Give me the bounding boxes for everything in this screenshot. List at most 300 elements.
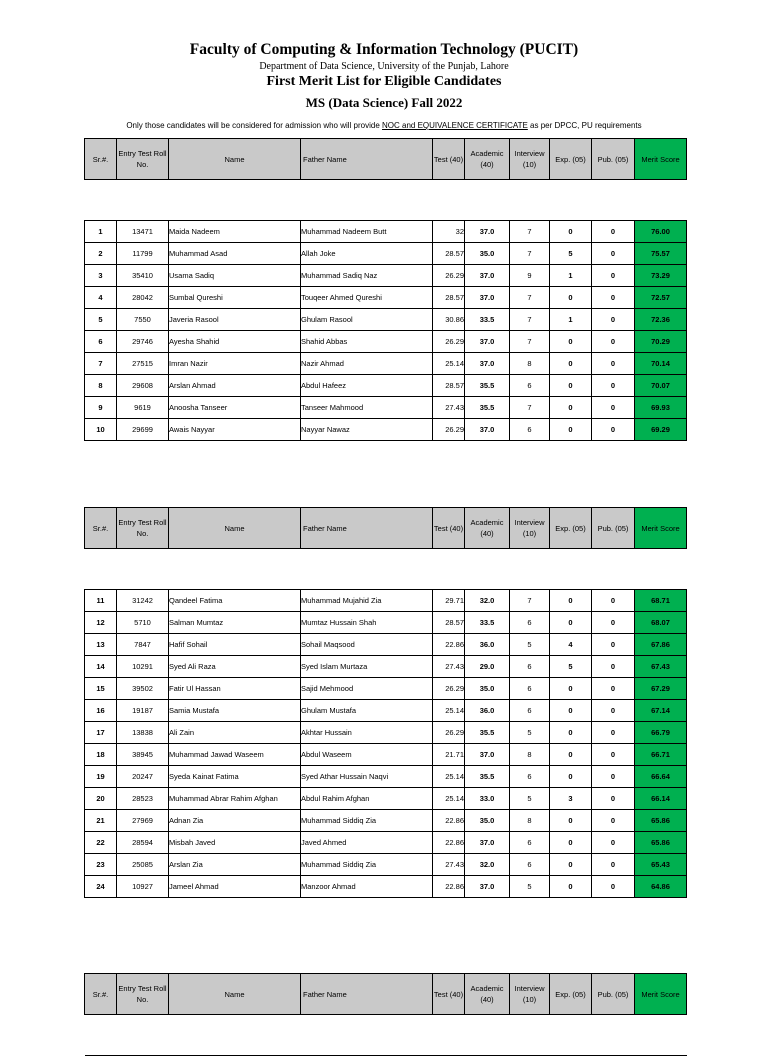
cell-pub: 0 [592,744,635,766]
cell-merit: 64.86 [635,876,687,898]
col-interview: Interview (10) [510,508,550,549]
col-name: Name [169,139,301,180]
cell-sr: 18 [85,744,117,766]
col-academic: Academic (40) [465,974,510,1015]
cell-name: Muhammad Jawad Waseem [169,744,301,766]
table-row [85,309,687,331]
table-row [85,854,687,876]
cell-father: Abdul Rahim Afghan [301,788,433,810]
cell-sr: 22 [85,832,117,854]
note-text: Only those candidates will be considered for admission who will provide [126,121,383,130]
cell-test: 28.57 [433,375,465,397]
col-roll: Entry Test Roll No. [117,508,169,549]
cell-academic: 32.0 [465,854,510,876]
cell-roll: 29699 [117,419,169,441]
cell-roll: 31242 [117,590,169,612]
cell-father: Manzoor Ahmad [301,876,433,898]
cell-sr: 1 [85,221,117,243]
cell-roll: 10927 [117,876,169,898]
table-row [85,590,687,612]
cell-exp: 0 [550,375,592,397]
cell-academic: 35.5 [465,375,510,397]
col-test: Test (40) [433,974,465,1015]
cell-roll: 5710 [117,612,169,634]
cell-sr: 16 [85,700,117,722]
cell-interview: 7 [510,397,550,419]
table-row [85,287,687,309]
cell-roll: 29608 [117,375,169,397]
cell-interview: 7 [510,221,550,243]
merit-table-3 [84,973,687,1056]
cell-roll: 38945 [117,744,169,766]
merit-table-1 [84,138,687,441]
cell-father: Muhammad Siddiq Zia [301,810,433,832]
table-row [85,700,687,722]
cell-interview: 8 [510,744,550,766]
cell-interview: 9 [510,265,550,287]
cell-test: 26.29 [433,722,465,744]
cell-father: Muhammad Nadeem Butt [301,221,433,243]
col-roll: Entry Test Roll No. [117,139,169,180]
cell-sr: 23 [85,854,117,876]
cell-sr: 14 [85,656,117,678]
cell-exp: 0 [550,353,592,375]
cell-roll: 35410 [117,265,169,287]
cell-name: Hafif Sohail [169,634,301,656]
cell-interview: 6 [510,832,550,854]
admission-note [0,121,768,130]
cell-interview: 6 [510,375,550,397]
cell-interview: 6 [510,766,550,788]
faculty-title: Faculty of Computing & Information Technology (PUCIT) [189,41,579,58]
cell-sr: 12 [85,612,117,634]
table-row [85,832,687,854]
cell-name: Awais Nayyar [169,419,301,441]
cell-pub: 0 [592,634,635,656]
cell-roll: 9619 [117,397,169,419]
cell-merit: 68.71 [635,590,687,612]
cell-interview: 6 [510,419,550,441]
cell-interview: 7 [510,590,550,612]
cell-test: 25.14 [433,766,465,788]
cell-test: 26.29 [433,419,465,441]
cell-merit: 66.71 [635,744,687,766]
cell-pub: 0 [592,397,635,419]
cell-pub: 0 [592,243,635,265]
cell-interview: 6 [510,854,550,876]
cell-test: 22.86 [433,832,465,854]
cell-exp: 0 [550,287,592,309]
cell-roll: 13471 [117,221,169,243]
cell-roll: 20247 [117,766,169,788]
cell-exp: 0 [550,854,592,876]
cell-merit: 69.29 [635,419,687,441]
cell-pub: 0 [592,832,635,854]
cell-interview: 6 [510,700,550,722]
cell-father: Muhammad Siddiq Zia [301,854,433,876]
cell-test: 27.43 [433,397,465,419]
cell-academic: 37.0 [465,832,510,854]
table-row [85,678,687,700]
cell-pub: 0 [592,810,635,832]
cell-exp: 0 [550,876,592,898]
cell-interview: 7 [510,243,550,265]
cell-test: 25.14 [433,788,465,810]
cell-merit: 65.43 [635,854,687,876]
cell-name: Samia Mustafa [169,700,301,722]
cell-academic: 37.0 [465,876,510,898]
cell-name: Syed Ali Raza [169,656,301,678]
cell-exp: 0 [550,331,592,353]
table-row [85,419,687,441]
cell-name: Muhammad Asad [169,243,301,265]
cell-interview: 7 [510,331,550,353]
cell-test: 27.43 [433,854,465,876]
cell-roll: 28042 [117,287,169,309]
cell-pub: 0 [592,419,635,441]
cell-test: 25.14 [433,353,465,375]
merit-table-2-body [85,590,687,898]
cell-name: Anoosha Tanseer [169,397,301,419]
cell-sr: 10 [85,419,117,441]
cell-exp: 0 [550,744,592,766]
cell-exp: 0 [550,810,592,832]
cell-roll: 39502 [117,678,169,700]
col-name: Name [169,974,301,1015]
cell-interview: 7 [510,309,550,331]
cell-academic: 35.5 [465,766,510,788]
cell-academic: 35.5 [465,397,510,419]
table-row [85,788,687,810]
cell-exp: 3 [550,788,592,810]
col-father: Father Name [301,139,433,180]
cell-test: 22.86 [433,634,465,656]
cell-roll: 29746 [117,331,169,353]
cell-pub: 0 [592,375,635,397]
cell-father: Syed Athar Hussain Naqvi [301,766,433,788]
col-name: Name [169,508,301,549]
cell-exp: 0 [550,766,592,788]
table-row [85,265,687,287]
cell-sr: 13 [85,634,117,656]
col-roll: Entry Test Roll No. [117,974,169,1015]
cell-name: Fatir Ul Hassan [169,678,301,700]
cell-father: Nazir Ahmad [301,353,433,375]
col-exp: Exp. (05) [550,974,592,1015]
cell-name: Maida Nadeem [169,221,301,243]
cell-name: Misbah Javed [169,832,301,854]
cell-test: 28.57 [433,612,465,634]
cell-roll: 7550 [117,309,169,331]
cell-name: Sumbal Qureshi [169,287,301,309]
col-test: Test (40) [433,139,465,180]
cell-father: Shahid Abbas [301,331,433,353]
cell-roll: 11799 [117,243,169,265]
cell-roll: 13838 [117,722,169,744]
cell-test: 29.71 [433,590,465,612]
cell-name: Muhammad Abrar Rahim Afghan [169,788,301,810]
cell-test: 26.29 [433,678,465,700]
col-exp: Exp. (05) [550,139,592,180]
cell-name: Ayesha Shahid [169,331,301,353]
note-text-end: as per DPCC, PU requirements [527,121,642,130]
cell-sr: 21 [85,810,117,832]
cell-sr: 8 [85,375,117,397]
cell-merit: 70.14 [635,353,687,375]
col-merit: Merit Score [635,974,687,1015]
cell-sr: 6 [85,331,117,353]
cell-merit: 67.86 [635,634,687,656]
col-merit: Merit Score [635,139,687,180]
cell-merit: 72.57 [635,287,687,309]
col-sr: Sr.#. [85,139,117,180]
cell-merit: 67.29 [635,678,687,700]
cell-merit: 69.93 [635,397,687,419]
col-test: Test (40) [433,508,465,549]
table-row [85,722,687,744]
cell-academic: 37.0 [465,331,510,353]
cell-interview: 6 [510,612,550,634]
table-row [85,810,687,832]
cell-sr: 20 [85,788,117,810]
merit-table-1-body [85,221,687,441]
cell-interview: 6 [510,678,550,700]
cell-merit: 66.79 [635,722,687,744]
cell-pub: 0 [592,331,635,353]
department-subtitle: Department of Data Science, University of the Punjab, Lahore [259,61,509,72]
cell-name: Arslan Zia [169,854,301,876]
cell-pub: 0 [592,876,635,898]
cell-exp: 0 [550,678,592,700]
table-row [85,634,687,656]
cell-merit: 76.00 [635,221,687,243]
cell-interview: 5 [510,876,550,898]
cell-sr: 5 [85,309,117,331]
cell-pub: 0 [592,309,635,331]
note-underlined-text: NOC and EQUIVALENCE CERTIFICATE [382,121,528,130]
cell-sr: 24 [85,876,117,898]
cell-test: 27.43 [433,656,465,678]
cell-interview: 8 [510,353,550,375]
cell-exp: 1 [550,309,592,331]
cell-test: 30.86 [433,309,465,331]
cell-exp: 1 [550,265,592,287]
cell-roll: 10291 [117,656,169,678]
col-academic: Academic (40) [465,139,510,180]
table-row [85,744,687,766]
cell-father: Abdul Hafeez [301,375,433,397]
cell-father: Syed Islam Murtaza [301,656,433,678]
cell-interview: 5 [510,722,550,744]
table-row [85,331,687,353]
cell-test: 26.29 [433,331,465,353]
cell-father: Muhammad Mujahid Zia [301,590,433,612]
cell-exp: 0 [550,722,592,744]
cell-academic: 37.0 [465,287,510,309]
cell-sr: 17 [85,722,117,744]
cell-merit: 70.29 [635,331,687,353]
cell-name: Usama Sadiq [169,265,301,287]
cell-merit: 73.29 [635,265,687,287]
cell-name: Salman Mumtaz [169,612,301,634]
cell-father: Abdul Waseem [301,744,433,766]
cell-merit: 65.86 [635,810,687,832]
cell-test: 22.86 [433,876,465,898]
program-title: MS (Data Science) Fall 2022 [305,95,463,110]
cell-pub: 0 [592,700,635,722]
cell-exp: 5 [550,656,592,678]
cell-pub: 0 [592,221,635,243]
cell-pub: 0 [592,265,635,287]
cell-exp: 0 [550,221,592,243]
cell-name: Javeria Rasool [169,309,301,331]
col-father: Father Name [301,974,433,1015]
cell-exp: 0 [550,832,592,854]
col-father: Father Name [301,508,433,549]
col-exp: Exp. (05) [550,508,592,549]
cell-exp: 0 [550,397,592,419]
cell-sr: 9 [85,397,117,419]
cell-name: Qandeel Fatima [169,590,301,612]
cell-academic: 37.0 [465,221,510,243]
cell-sr: 4 [85,287,117,309]
cell-sr: 3 [85,265,117,287]
cell-exp: 0 [550,590,592,612]
cell-merit: 67.43 [635,656,687,678]
col-sr: Sr.#. [85,508,117,549]
cell-test: 32 [433,221,465,243]
cell-father: Muhammad Sadiq Naz [301,265,433,287]
cell-father: Ghulam Rasool [301,309,433,331]
cell-interview: 5 [510,788,550,810]
cell-exp: 0 [550,419,592,441]
cell-merit: 70.07 [635,375,687,397]
cell-roll: 28594 [117,832,169,854]
cell-pub: 0 [592,656,635,678]
table-row [85,221,687,243]
col-pub: Pub. (05) [592,139,635,180]
cell-roll: 25085 [117,854,169,876]
cell-academic: 35.0 [465,678,510,700]
cell-test: 22.86 [433,810,465,832]
merit-list-title: First Merit List for Eligible Candidates [266,74,502,89]
cell-father: Sajid Mehmood [301,678,433,700]
col-academic: Academic (40) [465,508,510,549]
cell-roll: 19187 [117,700,169,722]
cell-merit: 66.64 [635,766,687,788]
table-row [85,766,687,788]
cell-merit: 67.14 [635,700,687,722]
table-row [85,612,687,634]
cell-academic: 33.0 [465,788,510,810]
cell-father: Mumtaz Hussain Shah [301,612,433,634]
cell-academic: 37.0 [465,419,510,441]
cell-interview: 8 [510,810,550,832]
cell-name: Arslan Ahmad [169,375,301,397]
cell-academic: 37.0 [465,744,510,766]
cell-pub: 0 [592,287,635,309]
cell-academic: 33.5 [465,309,510,331]
col-interview: Interview (10) [510,139,550,180]
cell-pub: 0 [592,590,635,612]
cell-roll: 7847 [117,634,169,656]
cell-father: Tanseer Mahmood [301,397,433,419]
cell-test: 25.14 [433,700,465,722]
cell-pub: 0 [592,678,635,700]
cell-sr: 7 [85,353,117,375]
cell-exp: 4 [550,634,592,656]
cell-sr: 15 [85,678,117,700]
cell-name: Imran Nazir [169,353,301,375]
cell-roll: 27969 [117,810,169,832]
cell-academic: 35.0 [465,243,510,265]
cell-academic: 35.5 [465,722,510,744]
cell-roll: 27515 [117,353,169,375]
cell-academic: 35.0 [465,810,510,832]
cell-academic: 37.0 [465,265,510,287]
col-sr: Sr.#. [85,974,117,1015]
col-pub: Pub. (05) [592,508,635,549]
cell-father: Akhtar Hussain [301,722,433,744]
merit-table-2 [84,507,687,898]
cell-father: Touqeer Ahmed Qureshi [301,287,433,309]
cell-interview: 6 [510,656,550,678]
cell-test: 28.57 [433,287,465,309]
cell-test: 28.57 [433,243,465,265]
cell-academic: 37.0 [465,353,510,375]
cell-academic: 36.0 [465,634,510,656]
table-row [85,397,687,419]
cell-name: Jameel Ahmad [169,876,301,898]
cell-exp: 5 [550,243,592,265]
cell-sr: 11 [85,590,117,612]
col-merit: Merit Score [635,508,687,549]
cell-sr: 19 [85,766,117,788]
cell-father: Ghulam Mustafa [301,700,433,722]
cell-test: 21.71 [433,744,465,766]
cell-exp: 0 [550,612,592,634]
cell-pub: 0 [592,854,635,876]
cell-academic: 33.5 [465,612,510,634]
cell-pub: 0 [592,612,635,634]
cell-exp: 0 [550,700,592,722]
cell-pub: 0 [592,788,635,810]
cell-merit: 66.14 [635,788,687,810]
table-row [85,375,687,397]
cell-academic: 32.0 [465,590,510,612]
cell-father: Javed Ahmed [301,832,433,854]
col-interview: Interview (10) [510,974,550,1015]
table-row [85,876,687,898]
table-row [85,656,687,678]
cell-merit: 68.07 [635,612,687,634]
cell-merit: 65.86 [635,832,687,854]
cell-interview: 5 [510,634,550,656]
cell-sr: 2 [85,243,117,265]
cell-father: Sohail Maqsood [301,634,433,656]
cell-merit: 72.36 [635,309,687,331]
cell-merit: 75.57 [635,243,687,265]
cell-roll: 28523 [117,788,169,810]
cell-interview: 7 [510,287,550,309]
cell-test: 26.29 [433,265,465,287]
cell-pub: 0 [592,353,635,375]
cell-academic: 36.0 [465,700,510,722]
cell-father: Allah Joke [301,243,433,265]
col-pub: Pub. (05) [592,974,635,1015]
table-row [85,243,687,265]
cell-name: Adnan Zia [169,810,301,832]
